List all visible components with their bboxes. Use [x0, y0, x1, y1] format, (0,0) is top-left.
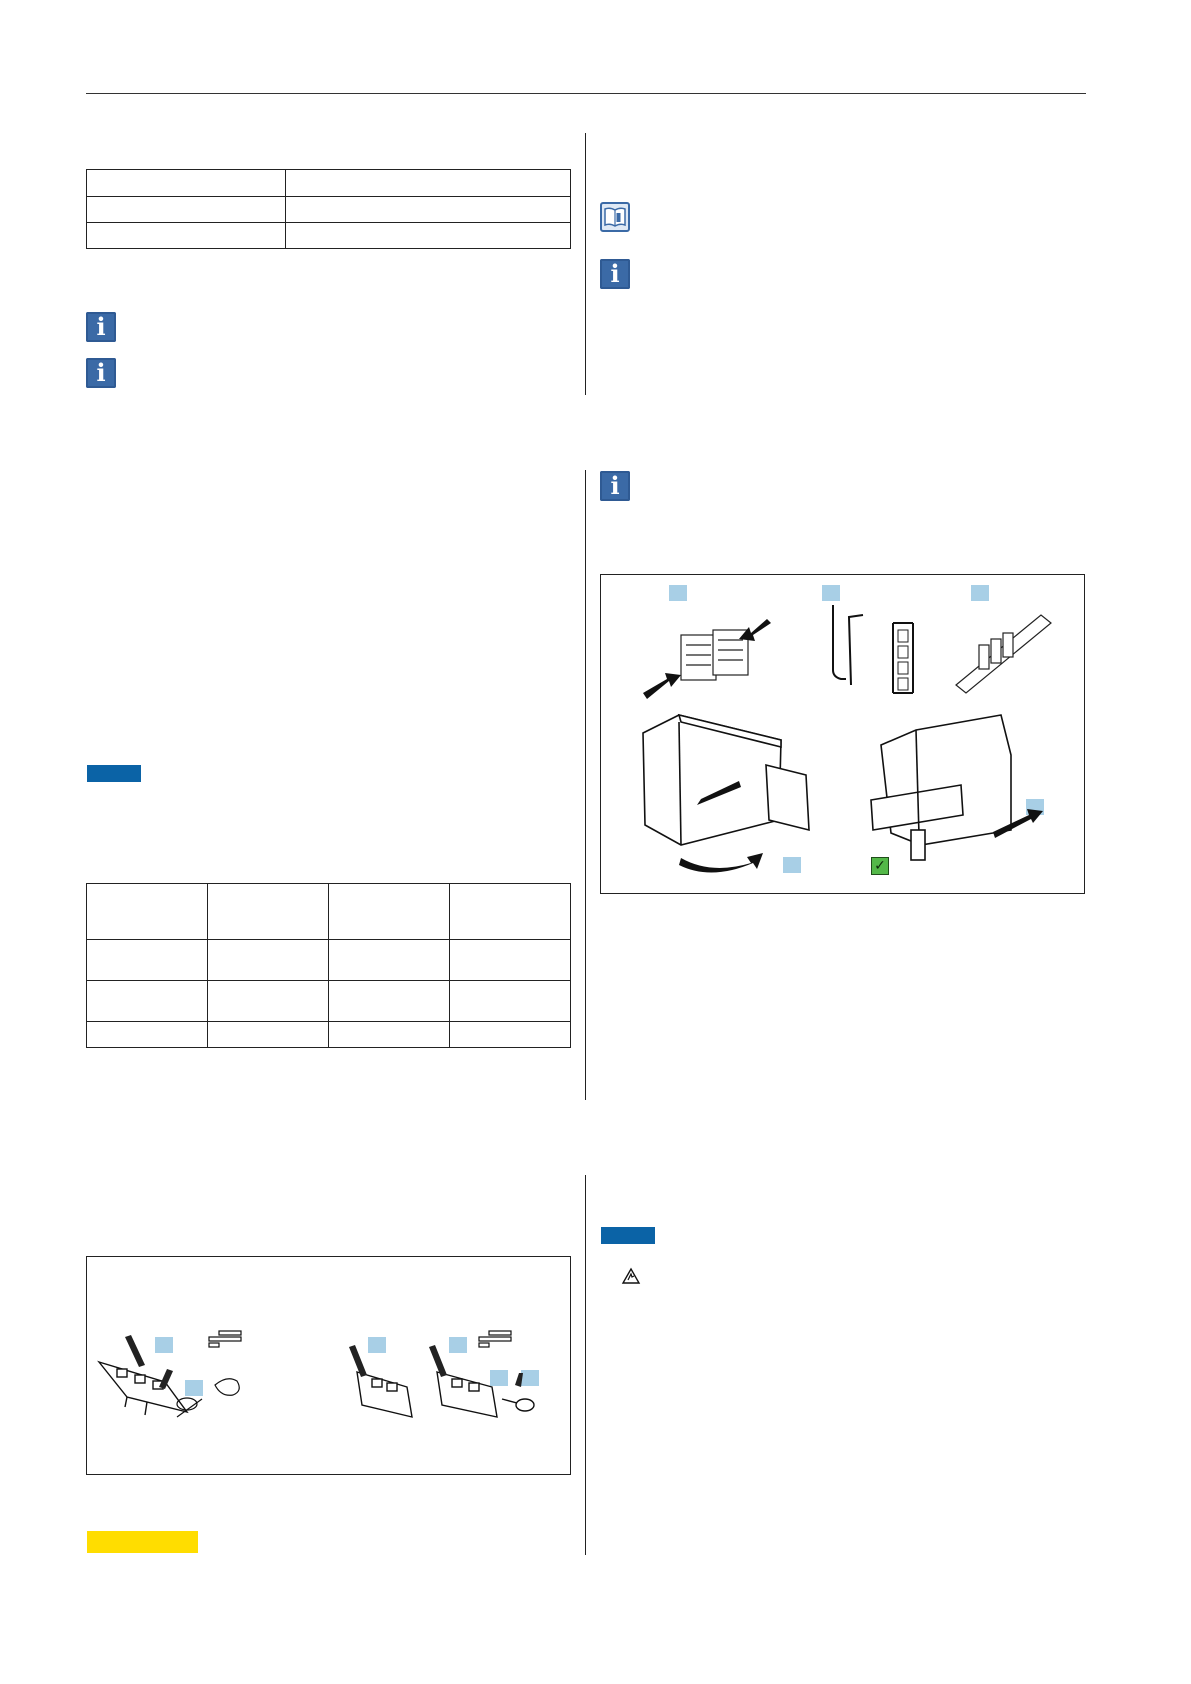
table-row [87, 170, 571, 197]
info-icon [86, 358, 116, 388]
table-row [87, 223, 571, 249]
figure-din-rail-mounting [600, 574, 1085, 894]
din-rail-mounting-illustration [601, 575, 1086, 895]
book-reference-icon [600, 202, 630, 232]
figure-terminal-wiring [86, 1256, 571, 1475]
info-icon [600, 471, 630, 501]
table-cell [286, 223, 571, 249]
table-cell [450, 940, 571, 981]
table-cell [87, 981, 208, 1022]
table-cell [208, 1022, 329, 1048]
terminal-wiring-illustration [87, 1257, 572, 1476]
info-glyph: i [96, 312, 106, 341]
info-icon [86, 312, 116, 342]
book-reference-icon-graphic [602, 204, 628, 230]
notice-label [601, 1227, 655, 1244]
table-cell [450, 981, 571, 1022]
table-row [87, 884, 571, 940]
table-cell [286, 197, 571, 223]
table-cell [208, 940, 329, 981]
table-cell [450, 884, 571, 940]
info-glyph: i [610, 259, 620, 288]
caution-label [87, 1531, 198, 1553]
table-cell [329, 981, 450, 1022]
table-cell [329, 940, 450, 981]
table-cell [329, 1022, 450, 1048]
table-cell [87, 170, 286, 197]
info-glyph: i [610, 471, 620, 500]
table-cell [208, 981, 329, 1022]
header-rule [86, 93, 1086, 94]
table-cell [286, 170, 571, 197]
table-cell [87, 884, 208, 940]
table-cell [87, 940, 208, 981]
table-cell [329, 884, 450, 940]
table-cell [450, 1022, 571, 1048]
table-2 [86, 883, 571, 1048]
notice-label [87, 765, 141, 782]
info-glyph: i [96, 358, 106, 387]
info-icon [600, 259, 630, 289]
esd-warning-icon [622, 1268, 640, 1284]
table-1 [86, 169, 571, 249]
table-cell [208, 884, 329, 940]
table-cell [87, 197, 286, 223]
column-divider-3 [585, 1175, 586, 1555]
table-cell [87, 1022, 208, 1048]
table-row [87, 197, 571, 223]
checkmark-glyph: ✓ [874, 858, 886, 874]
table-row [87, 940, 571, 981]
table-cell [87, 223, 286, 249]
table-row [87, 1022, 571, 1048]
column-divider-2 [585, 470, 586, 1100]
column-divider-1 [585, 133, 586, 395]
table-row [87, 981, 571, 1022]
